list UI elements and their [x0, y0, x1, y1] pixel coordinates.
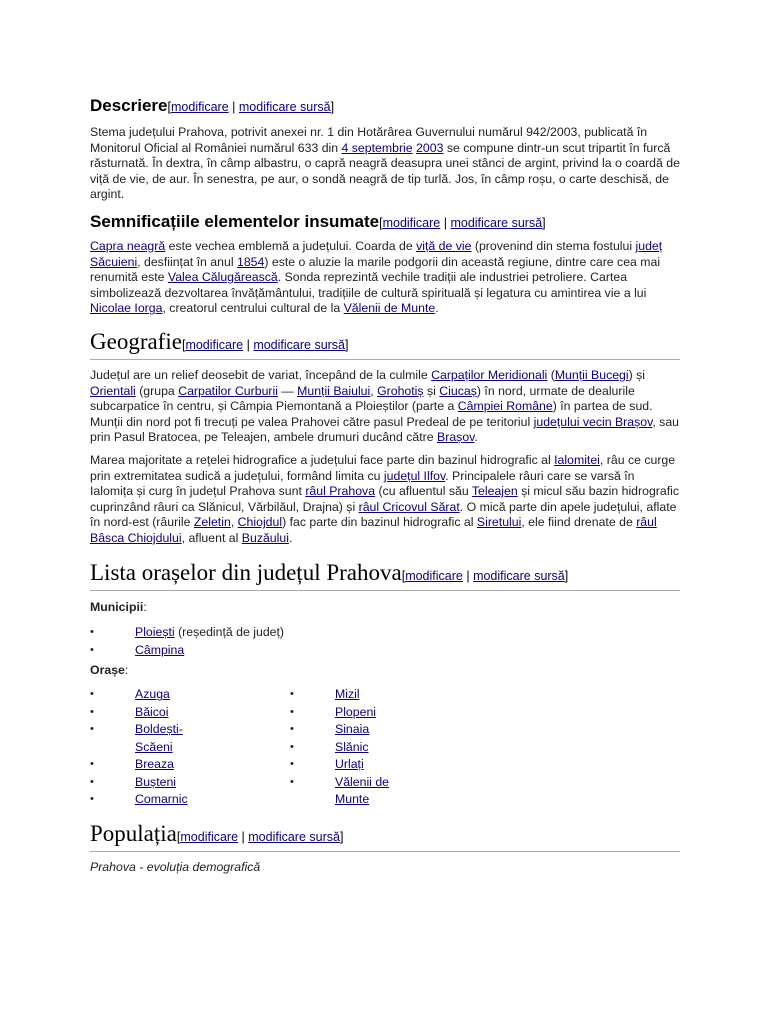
link-oras[interactable]: Băicoi [135, 704, 169, 719]
bullet: • [290, 705, 294, 718]
list-item [90, 774, 290, 792]
link-oras[interactable]: Sinaia [335, 722, 370, 737]
link-municipiu[interactable]: Câmpina [135, 642, 185, 657]
link-municipiu[interactable]: Ploiești [135, 625, 175, 640]
link[interactable]: Grohotiș [377, 383, 424, 398]
link[interactable]: Siretului [476, 515, 522, 530]
link[interactable]: râul Prahova [305, 484, 376, 499]
bullet: • [90, 643, 94, 656]
list-item [290, 774, 490, 809]
edit-link[interactable]: modificare [171, 100, 229, 114]
link[interactable]: Buzăului [241, 530, 289, 545]
edit-link[interactable]: modificare [185, 337, 244, 352]
paragraph-geografie-hidrografie: Marea majoritate a rețelei hidrografice a județului face parte din bazinul hidrografic al Ialomitei, râu ce curge prin extremitatea sudică a județului, formând limita cu județul Ilfov. Principalele râuri care se varsă în Ialomița și curg în județul Prahova sunt râul Prahova (cu afluentul său Teleajen și micul său bazin hidrografic cuprinzând râuri ca Slănicul, Vărbilăul, Drajna) și râul Cricovul Sărat. O mică parte din apele județului, aflate în nord-est (râurile Zeletin, Chiojdul) fac parte din bazinul hidrografic al Siretului, ele fiind drenate de râul Bâsca Chiojdului, afluent al Buzăului. [90, 452, 680, 545]
section-heading-lista-oraselor: Lista orașelor din județul Prahova[modificare | modificare sursă] [90, 560, 680, 591]
link[interactable]: Teleajen [471, 484, 518, 499]
list-item [90, 791, 290, 809]
link-oras[interactable]: Mizil [335, 687, 360, 702]
link[interactable]: Carpatilor Curburii [178, 383, 278, 398]
list-item [290, 721, 490, 739]
edit-source-link[interactable]: modificare sursă [248, 829, 340, 844]
bullet: • [290, 740, 294, 753]
bullet: • [90, 793, 94, 806]
edit-source-link[interactable]: modificare sursă [473, 569, 565, 584]
link[interactable]: viță de vie [416, 238, 472, 253]
link[interactable]: județ Săcuieni [90, 238, 663, 269]
list-item [90, 756, 290, 774]
bullet: • [290, 723, 294, 736]
link-oras[interactable]: Boldești-Scăeni [135, 722, 183, 754]
bullet: • [290, 688, 294, 701]
list-item [290, 739, 490, 757]
list-item [90, 704, 290, 722]
list-item [90, 721, 290, 756]
link[interactable]: Valea Călugărească [167, 270, 278, 285]
bullet: • [290, 758, 294, 771]
link-oras[interactable]: Slănic [335, 739, 369, 754]
municipii-list [90, 624, 680, 659]
link-oras[interactable]: Bușteni [135, 774, 177, 789]
link[interactable]: Zeletin [193, 515, 231, 530]
section-heading-descriere: Descriere[modificare | modificare sursă] [90, 96, 335, 115]
paragraph-semnificatii: Capra neagră este vechea emblemă a județului. Coarda de viță de vie (provenind din stema fostului județ Săcuieni, desființat în anul 1854) este o aluzie la marile podgorii din această regiune, dintre care cea mai renumită este Valea Călugărească. Sonda reprezintă vechile tradiții ale industriei petroliere. Cartea simbolizează dezvoltarea învățământului, tradițiile de cultură spirituală și legatura cu amintirea vie a lui Nicolae Iorga, creatorul centrului cultural de la Vălenii de Munte. [90, 238, 663, 316]
bullet: • [90, 775, 94, 788]
paragraph-descriere: Stema județului Prahova, potrivit anexei nr. 1 din Hotărârea Guvernului numărul 942/2003, publicată în Monitorul Oficial al României numărul 633 din 4 septembrie 2003 se compune dintr-un scut tripartit în furcă răsturnată. În dextra, în câmp albastru, o capră neagră deasupra unei stânci de argint, privind la o coardă de viță de vie, de aur. În senestra, pe aur, o sondă neagră de tip turlă. Jos, în câmp roșu, o carte deschisă, de argint. [90, 125, 680, 202]
link[interactable]: Ciucaș [439, 383, 477, 398]
link[interactable]: județului vecin Brașov [533, 414, 653, 429]
link[interactable]: Vălenii de Munte [343, 301, 436, 316]
bullet: • [90, 723, 94, 736]
link-oras[interactable]: Urlați [335, 757, 364, 772]
link[interactable]: Orientali [90, 383, 136, 398]
link[interactable]: Brașov [437, 430, 475, 445]
link[interactable]: râul Bâsca Chiojdului [90, 515, 657, 545]
link[interactable]: Munții Bucegi [554, 367, 629, 382]
list-item [90, 686, 290, 704]
link[interactable]: Munții Baiului [297, 383, 371, 398]
link[interactable]: 4 septembrie [341, 140, 413, 155]
list-item: • Ploiești (reședință de județ) [90, 624, 680, 642]
bullet: • [90, 626, 94, 639]
link[interactable]: Nicolae Iorga [90, 301, 163, 316]
list-item [290, 756, 490, 774]
link-oras[interactable]: Plopeni [335, 704, 377, 719]
link[interactable]: râul Cricovul Sărat [358, 499, 460, 514]
link[interactable]: 1854 [236, 254, 265, 269]
list-item [290, 686, 490, 704]
link[interactable]: Capra neagră [90, 238, 166, 253]
section-heading-geografie: Geografie[modificare | modificare sursă] [90, 329, 680, 360]
link[interactable]: Carpaților Meridionali [431, 367, 548, 382]
edit-source-link[interactable]: modificare sursă [253, 337, 346, 352]
edit-source-link[interactable]: modificare sursă [238, 100, 331, 114]
link[interactable]: Chiojdul [237, 515, 283, 530]
edit-link[interactable]: modificare [382, 215, 441, 230]
edit-link[interactable]: modificare [180, 829, 239, 844]
link[interactable]: Câmpiei Române [457, 399, 553, 414]
bullet: • [90, 758, 94, 771]
link[interactable]: 2003 [416, 140, 444, 155]
link[interactable]: Ialomitei [554, 452, 600, 467]
orase-label: Orașe: [90, 663, 129, 678]
orase-columns [90, 686, 680, 809]
link-oras[interactable]: Comarnic [135, 792, 188, 807]
bullet: • [290, 775, 294, 788]
article-body [90, 96, 680, 874]
edit-link[interactable]: modificare [405, 569, 463, 584]
bullet: • [90, 688, 94, 701]
demographic-caption: Prahova - evoluția demografică [90, 859, 261, 874]
link-oras[interactable]: Vălenii de Munte [335, 774, 390, 807]
orase-list-col1 [90, 686, 290, 809]
bullet: • [90, 705, 94, 718]
orase-list-col2 [290, 686, 490, 809]
link-oras[interactable]: Breaza [135, 757, 174, 772]
edit-source-link[interactable]: modificare sursă [450, 215, 543, 230]
section-heading-populatia: Populația[modificare | modificare sursă] [90, 821, 680, 852]
list-item [290, 704, 490, 722]
paragraph-geografie-relief: Județul are un relief deosebit de variat, începând de la culmile Carpaților Meridionali (Munții Bucegi) și Orientali (grupa Carpatilor Curburii — Munții Baiului, Grohotiș și Ciucaș) în nord, urmate de dealurile subcarpatice în centru, și Câmpia Piemontană a Ploieștilor (parte a Câmpiei Române) în partea de sud. Munții din nord pot fi trecuți pe valea Prahovei către pasul Predeal de pe teritoriul județului vecin Brașov, sau prin Pasul Bratocea, pe Teleajen, ambele drumuri ducând către Brașov. [90, 367, 680, 445]
municipii-label: Municipii: [90, 600, 147, 615]
section-heading-semnificatii: Semnificațiile elementelor insumate[modificare | modificare sursă] [90, 211, 546, 231]
list-item [90, 642, 680, 660]
link[interactable]: județul Ilfov [383, 468, 446, 483]
link-oras[interactable]: Azuga [135, 687, 170, 702]
